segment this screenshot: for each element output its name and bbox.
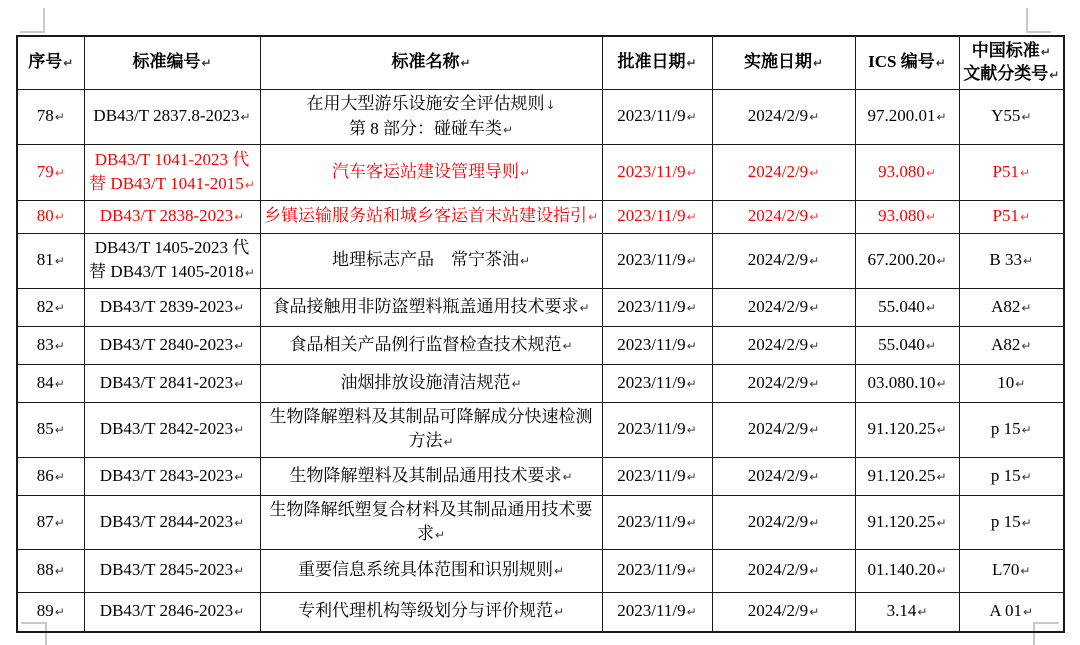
cell-end-mark: ↵ xyxy=(1015,376,1026,391)
column-header-approval-date xyxy=(602,36,712,89)
cell-text: 91.120.25 xyxy=(867,465,936,485)
cell-end-mark: ↵ xyxy=(809,376,820,391)
table-row xyxy=(17,200,1064,233)
cell-text: 2023/11/9 xyxy=(617,419,686,438)
table-row xyxy=(17,402,1064,457)
cell-impl-date xyxy=(712,144,855,200)
cell-text: 序号 xyxy=(28,52,63,72)
cell-text: 在用大型游乐设施安全评估规则 xyxy=(306,93,545,113)
cell-end-mark: ↵ xyxy=(809,423,820,437)
cell-end-mark: ↵ xyxy=(234,469,245,484)
cell-text: 2023/11/9 xyxy=(617,465,686,485)
cell-end-mark: ↵ xyxy=(1040,44,1051,59)
cell-end-mark: ↵ xyxy=(234,515,245,530)
cell-text: 汽车客运站建设管理导则 xyxy=(331,161,519,181)
cell-text: DB43/T 2837.8-2023 xyxy=(93,106,240,125)
cell-text: 79 xyxy=(36,161,54,181)
cell-impl-date xyxy=(712,592,855,632)
cell-text: 替 DB43/T 1405-2018 xyxy=(89,262,244,281)
cell-approval-date xyxy=(602,144,712,200)
cell-name xyxy=(260,402,602,457)
cell-end-mark: ↵ xyxy=(54,210,65,224)
cell-end-mark: ↵ xyxy=(234,300,245,315)
cell-code xyxy=(84,89,260,144)
cell-name xyxy=(260,592,602,632)
cell-text: 03.080.10 xyxy=(867,372,936,392)
cell-code xyxy=(84,288,260,326)
cell-impl-date xyxy=(712,549,855,592)
cell-text: 84 xyxy=(36,372,54,392)
cell-text: 93.080 xyxy=(878,206,925,225)
cell-end-mark: ↵ xyxy=(1021,300,1032,315)
cell-approval-date xyxy=(602,549,712,592)
cell-text: 2024/2/9 xyxy=(747,419,809,438)
cell-text: B 33 xyxy=(989,250,1023,269)
cell-name xyxy=(260,457,602,495)
cell-text: 2023/11/9 xyxy=(617,250,686,269)
cell-end-mark: ↵ xyxy=(809,338,820,353)
cell-seq xyxy=(17,402,84,457)
cell-text: 87 xyxy=(36,511,54,531)
table-row xyxy=(17,326,1064,364)
cell-text: 食品相关产品例行监督检查技术规范 xyxy=(289,334,562,354)
table-header-row xyxy=(17,36,1064,89)
cell-end-mark: ↵ xyxy=(809,210,820,224)
cell-end-mark: ↵ xyxy=(686,469,697,484)
cell-seq xyxy=(17,89,84,144)
cell-text: L70 xyxy=(992,560,1020,579)
cell-text: ICS 编号 xyxy=(868,52,935,72)
cell-code xyxy=(84,144,260,200)
cell-end-mark: ↵ xyxy=(234,605,245,620)
cell-approval-date xyxy=(602,402,712,457)
cell-code xyxy=(84,200,260,233)
cell-text: 2024/2/9 xyxy=(747,372,809,392)
cell-end-mark: ↵ xyxy=(234,564,245,578)
cell-end-mark: ↵ xyxy=(1021,110,1032,124)
cell-text: 2024/2/9 xyxy=(747,250,809,269)
cell-text: 3.14 xyxy=(886,601,917,621)
cell-text: 2024/2/9 xyxy=(747,601,809,621)
cell-end-mark: ↵ xyxy=(809,110,820,124)
cell-text: 替 DB43/T 1041-2015 xyxy=(89,173,244,193)
cell-text: 2023/11/9 xyxy=(617,161,686,181)
cell-text: 第 8 部分：碰碰车类 xyxy=(348,118,502,138)
cell-approval-date xyxy=(602,326,712,364)
cell-end-mark: ↵ xyxy=(686,564,697,578)
cell-name xyxy=(260,144,602,200)
column-header-code xyxy=(84,36,260,89)
cell-end-mark: ↵ xyxy=(925,338,936,353)
table-row xyxy=(17,89,1064,144)
cell-end-mark: ↵ xyxy=(686,56,697,71)
cell-ccs xyxy=(959,495,1064,549)
column-header-impl-date xyxy=(712,36,855,89)
cell-text: 80 xyxy=(36,206,54,225)
cell-end-mark: ↵ xyxy=(686,338,697,353)
cell-end-mark: ↵ xyxy=(562,338,573,353)
cell-text: Y55 xyxy=(991,106,1021,125)
cell-text: 方法 xyxy=(408,431,443,450)
cell-end-mark: ↵ xyxy=(54,110,65,124)
cell-seq xyxy=(17,288,84,326)
cell-impl-date xyxy=(712,233,855,288)
cell-name xyxy=(260,233,602,288)
cell-approval-date xyxy=(602,457,712,495)
cell-impl-date xyxy=(712,402,855,457)
cell-end-mark: ↵ xyxy=(1023,605,1034,620)
cell-seq xyxy=(17,233,84,288)
cell-text: 81 xyxy=(36,250,54,269)
cell-ccs xyxy=(959,200,1064,233)
cell-end-mark: ↵ xyxy=(553,605,565,620)
cell-end-mark: ↵ xyxy=(936,254,947,268)
cell-text: DB43/T 2841-2023 xyxy=(99,372,234,392)
cell-text: 2023/11/9 xyxy=(617,334,686,354)
text-boundary-mark-top-right xyxy=(1026,8,1051,33)
cell-end-mark: ↵ xyxy=(460,56,471,71)
cell-text: DB43/T 2840-2023 xyxy=(99,334,234,354)
cell-ccs xyxy=(959,326,1064,364)
cell-end-mark: ↵ xyxy=(54,165,65,180)
cell-text: 2024/2/9 xyxy=(747,161,809,181)
cell-text: 82 xyxy=(36,296,54,316)
cell-approval-date xyxy=(602,89,712,144)
cell-end-mark: ↵ xyxy=(935,56,946,71)
cell-end-mark: ↵ xyxy=(1021,515,1032,530)
cell-approval-date xyxy=(602,592,712,632)
cell-text: 地理标志产品 常宁茶油 xyxy=(331,250,519,269)
cell-text: 2024/2/9 xyxy=(747,511,809,531)
cell-code xyxy=(84,457,260,495)
cell-seq xyxy=(17,549,84,592)
cell-seq xyxy=(17,495,84,549)
cell-end-mark: ↵ xyxy=(519,165,531,180)
cell-approval-date xyxy=(602,364,712,402)
cell-text: p 15 xyxy=(990,511,1021,531)
column-header-seq xyxy=(17,36,84,89)
column-header-ics xyxy=(855,36,959,89)
cell-ccs xyxy=(959,89,1064,144)
cell-text: DB43/T 2842-2023 xyxy=(99,419,234,438)
cell-seq xyxy=(17,592,84,632)
cell-text: A82 xyxy=(991,296,1021,316)
cell-text: 生物降解纸塑复合材料及其制品通用技术要求 xyxy=(269,499,593,543)
cell-end-mark: ↵ xyxy=(809,254,820,268)
cell-end-mark: ↵ xyxy=(54,300,65,315)
cell-seq xyxy=(17,457,84,495)
cell-ics xyxy=(855,144,959,200)
cell-ccs xyxy=(959,364,1064,402)
cell-end-mark: ↵ xyxy=(686,376,697,391)
cell-end-mark: ↵ xyxy=(54,515,65,530)
cell-name xyxy=(260,288,602,326)
text-boundary-mark-top-left xyxy=(20,8,45,33)
cell-ics xyxy=(855,549,959,592)
cell-text: 2023/11/9 xyxy=(617,372,686,392)
cell-impl-date xyxy=(712,364,855,402)
cell-end-mark: ↵ xyxy=(579,300,590,315)
standards-table xyxy=(16,35,1065,633)
cell-text: 2024/2/9 xyxy=(747,206,809,225)
cell-text: 55.040 xyxy=(878,334,925,354)
cell-end-mark: ↵ xyxy=(244,266,255,280)
cell-end-mark: ↵ xyxy=(925,165,936,180)
table-row xyxy=(17,592,1064,632)
cell-text: 批准日期 xyxy=(617,52,686,72)
cell-seq xyxy=(17,144,84,200)
cell-text: 专利代理机构等级划分与评价规范 xyxy=(297,601,553,621)
cell-name xyxy=(260,495,602,549)
table-row xyxy=(17,233,1064,288)
cell-code xyxy=(84,233,260,288)
cell-code xyxy=(84,364,260,402)
cell-end-mark: ↵ xyxy=(511,376,522,391)
cell-text: 2023/11/9 xyxy=(617,206,686,225)
cell-text: 97.200.01 xyxy=(867,106,936,125)
cell-text: 85 xyxy=(36,419,54,438)
cell-text: 标准编号 xyxy=(132,52,201,72)
cell-end-mark: ↵ xyxy=(686,605,697,620)
cell-name xyxy=(260,364,602,402)
cell-end-mark: ↵ xyxy=(925,210,936,224)
cell-text: p 15 xyxy=(990,465,1021,485)
cell-text: 2023/11/9 xyxy=(617,560,686,579)
cell-ccs xyxy=(959,592,1064,632)
cell-end-mark: ↵ xyxy=(686,110,697,124)
cell-end-mark: ↵ xyxy=(936,110,947,124)
cell-text: 01.140.20 xyxy=(867,560,936,579)
cell-text: 2024/2/9 xyxy=(747,334,809,354)
line-break-mark: ↓ xyxy=(545,97,556,112)
cell-text: DB43/T 1041-2023 代 xyxy=(94,149,250,169)
cell-end-mark: ↵ xyxy=(434,527,446,542)
cell-text: 2023/11/9 xyxy=(617,106,686,125)
cell-text: 乡镇运输服务站和城乡客运首末站建设指引 xyxy=(263,206,587,225)
cell-text: 78 xyxy=(36,106,54,125)
cell-text: 文献分类号 xyxy=(963,63,1049,83)
cell-text: 2024/2/9 xyxy=(747,296,809,316)
cell-ics xyxy=(855,495,959,549)
cell-text: p 15 xyxy=(990,419,1021,438)
cell-end-mark: ↵ xyxy=(519,254,531,268)
cell-text: 10 xyxy=(997,372,1015,392)
cell-end-mark: ↵ xyxy=(1019,210,1031,224)
cell-text: 食品接触用非防盗塑料瓶盖通用技术要求 xyxy=(272,296,579,316)
cell-impl-date xyxy=(712,89,855,144)
cell-end-mark: ↵ xyxy=(686,423,697,437)
cell-end-mark: ↵ xyxy=(54,338,65,353)
cell-end-mark: ↵ xyxy=(936,423,947,437)
table-row xyxy=(17,288,1064,326)
cell-text: 生物降解塑料及其制品可降解成分快速检测 xyxy=(269,407,593,426)
cell-text: 2023/11/9 xyxy=(617,296,686,316)
cell-end-mark: ↵ xyxy=(936,564,947,578)
cell-end-mark: ↵ xyxy=(587,210,599,224)
cell-end-mark: ↵ xyxy=(1019,165,1031,180)
cell-end-mark: ↵ xyxy=(553,564,565,578)
table-row xyxy=(17,495,1064,549)
cell-end-mark: ↵ xyxy=(686,210,697,224)
cell-end-mark: ↵ xyxy=(234,338,245,353)
cell-text: 2023/11/9 xyxy=(617,511,686,531)
cell-impl-date xyxy=(712,457,855,495)
cell-name xyxy=(260,200,602,233)
cell-text: A82 xyxy=(991,334,1021,354)
cell-seq xyxy=(17,200,84,233)
cell-text: 83 xyxy=(36,334,54,354)
cell-end-mark: ↵ xyxy=(54,254,65,268)
cell-end-mark: ↵ xyxy=(201,56,212,71)
cell-text: P51 xyxy=(992,161,1019,181)
column-header-name xyxy=(260,36,602,89)
cell-end-mark: ↵ xyxy=(809,165,820,180)
table-row xyxy=(17,549,1064,592)
cell-end-mark: ↵ xyxy=(809,515,820,530)
cell-impl-date xyxy=(712,495,855,549)
cell-end-mark: ↵ xyxy=(686,165,697,180)
cell-ccs xyxy=(959,402,1064,457)
cell-end-mark: ↵ xyxy=(686,254,697,268)
cell-text: 67.200.20 xyxy=(867,250,936,269)
cell-ics xyxy=(855,89,959,144)
cell-end-mark: ↵ xyxy=(925,300,936,315)
cell-end-mark: ↵ xyxy=(54,469,65,484)
cell-end-mark: ↵ xyxy=(1020,564,1031,578)
cell-ics xyxy=(855,364,959,402)
cell-code xyxy=(84,402,260,457)
cell-end-mark: ↵ xyxy=(917,605,928,620)
cell-code xyxy=(84,549,260,592)
cell-end-mark: ↵ xyxy=(502,122,514,137)
cell-text: 2023/11/9 xyxy=(617,601,686,621)
cell-impl-date xyxy=(712,200,855,233)
cell-text: 88 xyxy=(36,560,54,579)
cell-impl-date xyxy=(712,288,855,326)
cell-end-mark: ↵ xyxy=(1049,67,1060,82)
cell-ics xyxy=(855,402,959,457)
cell-ccs xyxy=(959,549,1064,592)
cell-end-mark: ↵ xyxy=(1023,254,1034,268)
cell-text: 91.120.25 xyxy=(867,511,936,531)
cell-ics xyxy=(855,200,959,233)
cell-end-mark: ↵ xyxy=(443,435,454,449)
cell-approval-date xyxy=(602,200,712,233)
cell-end-mark: ↵ xyxy=(936,376,947,391)
cell-ics xyxy=(855,592,959,632)
cell-text: 2024/2/9 xyxy=(747,560,809,579)
table-row xyxy=(17,457,1064,495)
cell-text: 标准名称 xyxy=(391,52,460,72)
cell-text: 油烟排放设施清洁规范 xyxy=(340,372,511,392)
cell-end-mark: ↵ xyxy=(244,177,255,192)
cell-text: 86 xyxy=(36,465,54,485)
table-row xyxy=(17,364,1064,402)
cell-ccs xyxy=(959,233,1064,288)
cell-text: DB43/T 2845-2023 xyxy=(99,560,234,579)
cell-code xyxy=(84,592,260,632)
cell-seq xyxy=(17,326,84,364)
cell-ccs xyxy=(959,144,1064,200)
cell-text: 中国标准 xyxy=(971,40,1040,60)
cell-text: 93.080 xyxy=(878,161,925,181)
table-row xyxy=(17,144,1064,200)
cell-end-mark: ↵ xyxy=(809,469,820,484)
cell-end-mark: ↵ xyxy=(936,469,947,484)
cell-code xyxy=(84,326,260,364)
cell-end-mark: ↵ xyxy=(1021,338,1032,353)
cell-text: 91.120.25 xyxy=(867,419,936,438)
cell-text: DB43/T 2844-2023 xyxy=(99,511,234,531)
cell-name xyxy=(260,326,602,364)
cell-text: DB43/T 1405-2023 代 xyxy=(94,238,250,257)
cell-ics xyxy=(855,233,959,288)
cell-end-mark: ↵ xyxy=(562,469,573,484)
cell-text: 89 xyxy=(36,601,54,621)
cell-code xyxy=(84,495,260,549)
cell-text: 2024/2/9 xyxy=(747,106,809,125)
cell-end-mark: ↵ xyxy=(234,376,245,391)
cell-end-mark: ↵ xyxy=(54,376,65,391)
cell-end-mark: ↵ xyxy=(686,300,697,315)
cell-text: 生物降解塑料及其制品通用技术要求 xyxy=(289,465,562,485)
column-header-ccs xyxy=(959,36,1064,89)
cell-end-mark: ↵ xyxy=(234,210,245,224)
cell-text: DB43/T 2838-2023 xyxy=(99,206,234,225)
cell-text: A 01 xyxy=(989,601,1023,621)
cell-approval-date xyxy=(602,288,712,326)
cell-end-mark: ↵ xyxy=(1021,469,1032,484)
cell-end-mark: ↵ xyxy=(240,110,251,124)
cell-ccs xyxy=(959,457,1064,495)
cell-end-mark: ↵ xyxy=(1021,423,1032,437)
cell-end-mark: ↵ xyxy=(809,300,820,315)
cell-text: DB43/T 2839-2023 xyxy=(99,296,234,316)
cell-impl-date xyxy=(712,326,855,364)
cell-end-mark: ↵ xyxy=(54,605,65,620)
cell-end-mark: ↵ xyxy=(63,56,74,71)
cell-ics xyxy=(855,288,959,326)
cell-end-mark: ↵ xyxy=(809,605,820,620)
cell-text: P51 xyxy=(992,206,1019,225)
cell-end-mark: ↵ xyxy=(809,564,820,578)
cell-end-mark: ↵ xyxy=(812,56,824,71)
cell-end-mark: ↵ xyxy=(54,423,65,437)
cell-name xyxy=(260,549,602,592)
cell-end-mark: ↵ xyxy=(686,515,697,530)
cell-text: DB43/T 2843-2023 xyxy=(99,465,234,485)
cell-text: DB43/T 2846-2023 xyxy=(99,601,234,621)
cell-ics xyxy=(855,457,959,495)
cell-end-mark: ↵ xyxy=(936,515,947,530)
cell-approval-date xyxy=(602,233,712,288)
cell-ccs xyxy=(959,288,1064,326)
cell-approval-date xyxy=(602,495,712,549)
cell-end-mark: ↵ xyxy=(54,564,65,578)
cell-name xyxy=(260,89,602,144)
cell-text: 55.040 xyxy=(878,296,925,316)
cell-end-mark: ↵ xyxy=(234,423,245,437)
cell-text: 实施日期 xyxy=(743,52,812,72)
cell-ics xyxy=(855,326,959,364)
cell-text: 2024/2/9 xyxy=(747,465,809,485)
cell-text: 重要信息系统具体范围和识别规则 xyxy=(297,560,553,579)
cell-seq xyxy=(17,364,84,402)
